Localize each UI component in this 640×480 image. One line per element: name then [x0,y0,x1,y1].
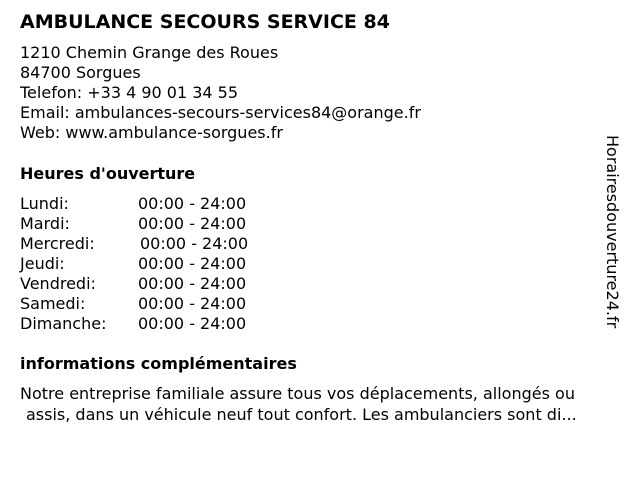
day-label: Vendredi: [20,274,96,293]
time-value: 00:00 - 24:00 [138,194,247,213]
address-line-1: 1210 Chemin Grange des Roues [20,43,279,62]
time-value: 00:00 - 24:00 [138,254,247,273]
business-name: AMBULANCE SECOURS SERVICE 84 [20,11,390,33]
day-label: Jeudi: [20,254,65,273]
time-value: 00:00 - 24:00 [138,214,247,233]
time-value: 00:00 - 24:00 [138,274,247,293]
time-value: 00:00 - 24:00 [138,314,247,333]
day-label: Lundi: [20,194,69,213]
description-line-1: Notre entreprise familiale assure tous vos déplacements, allongés ou [20,384,575,403]
time-value: 00:00 - 24:00 [138,294,247,313]
address-line-2: 84700 Sorgues [20,63,141,82]
hours-heading: Heures d'ouverture [20,164,196,183]
day-label: Mercredi: [20,234,95,253]
site-watermark: Horairesdouverture24.fr [603,135,622,329]
info-heading: informations complémentaires [20,354,297,373]
contact-block [20,43,421,143]
web-line: Web: www.ambulance-sorgues.fr [20,123,283,142]
day-label: Mardi: [20,214,70,233]
time-value: 00:00 - 24:00 [140,234,249,253]
description-line-2: assis, dans un véhicule neuf tout confort. Les ambulanciers sont di... [26,405,577,424]
day-label: Samedi: [20,294,86,313]
email-line: Email: ambulances-secours-services84@orange.fr [20,103,421,122]
day-label: Dimanche: [20,314,107,333]
description-text [20,383,630,425]
phone-line: Telefon: +33 4 90 01 34 55 [20,83,239,102]
